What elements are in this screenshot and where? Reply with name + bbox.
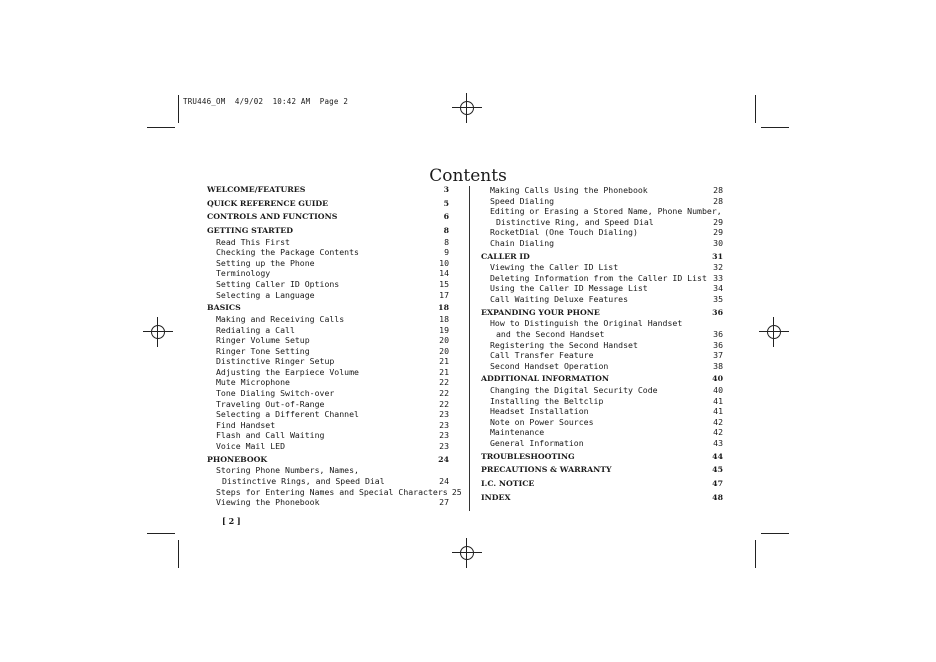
print-slug-line: TRU446_OM 4/9/02 10:42 AM Page 2 (183, 97, 349, 106)
toc-entry (207, 430, 449, 441)
toc-entry-label: Find Handset (216, 419, 276, 430)
toc-entry (481, 427, 723, 438)
toc-entry-page: 42 (713, 416, 723, 427)
toc-entry-label: Ringer Volume Setup (216, 335, 310, 346)
toc-entry-label: Selecting a Language (216, 289, 315, 300)
toc-entry-page: 20 (439, 335, 449, 346)
toc-entry-page: 36 (713, 339, 723, 350)
toc-entry-label: Terminology (216, 268, 271, 279)
toc-entry-page: 5 (443, 198, 449, 208)
toc-entry-page: 28 (713, 195, 723, 206)
toc-entry (481, 361, 723, 372)
toc-entry-label: Call Waiting Deluxe Features (490, 294, 629, 305)
crop-mark (178, 95, 179, 123)
toc-entry-label: Chain Dialing (490, 237, 555, 248)
registration-mark-left (143, 317, 173, 347)
toc-entry-page: 35 (713, 294, 723, 305)
toc-entry-page: 17 (439, 289, 449, 300)
toc-entry-label: Flash and Call Waiting (216, 430, 325, 441)
toc-entry (481, 294, 723, 305)
toc-entry-page: 23 (439, 430, 449, 441)
toc-entry (207, 237, 449, 248)
toc-entry (481, 206, 723, 217)
toc-entry (481, 196, 723, 207)
toc-section-heading (481, 493, 723, 504)
toc-entry-label: Changing the Digital Security Code (490, 384, 658, 395)
toc-entry-page: 24 (439, 475, 449, 486)
toc-entry-label: Setting up the Phone (216, 257, 315, 268)
toc-entry-label: Maintenance (490, 427, 545, 438)
toc-entry-label: Using the Caller ID Message List (490, 283, 648, 294)
toc-section-heading (481, 452, 723, 463)
toc-entry (481, 262, 723, 273)
toc-entry-page: 23 (439, 409, 449, 420)
toc-right-column (481, 185, 723, 503)
toc-entry-page: 25 (451, 486, 462, 497)
toc-entry-page: 29 (713, 227, 723, 238)
toc-entry (481, 350, 723, 361)
toc-entry-label: Tone Dialing Switch-over (216, 388, 335, 399)
toc-entry-label: I.C. NOTICE (481, 479, 535, 488)
toc-entry-page: 34 (713, 283, 723, 294)
toc-section-heading (481, 479, 723, 490)
toc-entry (481, 385, 723, 396)
toc-entry-label: Viewing the Phonebook (216, 497, 320, 508)
toc-entry-page: 24 (438, 454, 449, 464)
page-title: Contents (429, 166, 507, 187)
column-divider (469, 186, 470, 511)
toc-entry-label: BASICS (207, 303, 241, 313)
toc-entry-page: 18 (438, 303, 449, 313)
toc-section-heading (481, 308, 723, 319)
toc-entry-label: GETTING STARTED (207, 226, 293, 236)
toc-entry (481, 217, 723, 228)
toc-entry (207, 258, 449, 269)
toc-entry-label: Installing the Beltclip (490, 395, 604, 406)
toc-entry-page: 36 (712, 307, 723, 317)
toc-entry (207, 441, 449, 452)
toc-entry-label: Storing Phone Numbers, Names, (216, 465, 359, 476)
toc-entry (207, 325, 449, 336)
crop-mark (755, 95, 756, 123)
toc-entry-page: 47 (712, 479, 723, 488)
crop-mark (147, 533, 175, 534)
toc-entry (207, 486, 462, 498)
toc-section-heading (207, 199, 449, 210)
toc-entry-label: and the Second Handset (496, 328, 605, 339)
toc-entry-label: Setting Caller ID Options (216, 279, 340, 290)
crop-mark (755, 540, 756, 568)
toc-entry-label: Call Transfer Feature (490, 350, 594, 361)
toc-entry-page: 41 (713, 395, 723, 406)
toc-entry (207, 290, 449, 301)
toc-entry-page: 3 (443, 185, 449, 194)
toc-entry-label: INDEX (481, 492, 511, 502)
toc-entry (207, 399, 449, 410)
toc-entry-label: Ringer Tone Setting (216, 345, 310, 356)
toc-entry (481, 283, 723, 294)
toc-section-heading (207, 226, 449, 237)
toc-entry-page: 23 (439, 419, 449, 430)
toc-entry-label: CALLER ID (481, 251, 530, 261)
toc-entry-page: 45 (712, 465, 723, 475)
toc-entry (207, 388, 449, 399)
toc-entry-label: Headset Installation (490, 406, 589, 417)
toc-entry-label: Deleting Information from the Caller ID List (490, 272, 707, 283)
toc-entry-page: 15 (439, 279, 449, 290)
toc-entry-label: Making Calls Using the Phonebook (490, 185, 648, 195)
toc-entry (207, 356, 449, 367)
toc-entry-label: QUICK REFERENCE GUIDE (207, 198, 329, 208)
toc-entry (207, 465, 449, 476)
toc-entry (207, 268, 449, 279)
toc-entry (481, 238, 723, 249)
toc-entry-label: Distinctive Ring, and Speed Dial (496, 216, 654, 227)
toc-entry (207, 476, 449, 487)
toc-entry-page: 33 (713, 272, 723, 283)
toc-entry (207, 335, 449, 346)
toc-entry-page: 21 (439, 356, 449, 367)
crop-mark (178, 540, 179, 568)
toc-entry (207, 247, 449, 258)
toc-entry-label: PRECAUTIONS & WARRANTY (481, 465, 612, 475)
toc-entry-page: 8 (444, 236, 449, 247)
toc-entry-page: 14 (439, 268, 449, 279)
toc-entry-label: Traveling Out-of-Range (216, 398, 325, 409)
toc-entry-page: 29 (713, 216, 723, 227)
toc-entry (481, 438, 723, 449)
toc-entry-label: Distinctive Rings, and Speed Dial (222, 475, 385, 486)
toc-entry (481, 340, 723, 351)
toc-entry (207, 377, 449, 388)
toc-entry-page: 32 (713, 262, 723, 273)
toc-entry-page: 40 (713, 384, 723, 395)
toc-section-heading (207, 455, 449, 466)
toc-entry-page: 30 (713, 237, 723, 248)
toc-entry (481, 396, 723, 407)
toc-entry-label: WELCOME/FEATURES (207, 185, 306, 194)
toc-entry-label: ADDITIONAL INFORMATION (481, 374, 610, 384)
toc-entry-label: CONTROLS AND FUNCTIONS (207, 212, 338, 222)
toc-entry-label: General Information (490, 437, 584, 448)
toc-entry-label: Editing or Erasing a Stored Name, Phone Number, (490, 206, 722, 217)
toc-entry (481, 329, 723, 340)
toc-entry-page: 6 (443, 212, 449, 222)
toc-entry-label: Mute Microphone (216, 377, 290, 388)
toc-entry-page: 31 (712, 251, 723, 261)
toc-entry-label: Note on Power Sources (490, 416, 594, 427)
toc-entry-page: 19 (439, 324, 449, 335)
toc-section-heading (481, 374, 723, 385)
toc-entry-page: 21 (439, 366, 449, 377)
toc-entry-label: Distinctive Ringer Setup (216, 356, 335, 367)
page-number: [ 2 ] (222, 516, 241, 526)
toc-entry (481, 417, 723, 428)
toc-entry-label: Viewing the Caller ID List (490, 262, 619, 273)
toc-entry (207, 314, 449, 325)
toc-entry-page: 9 (444, 247, 449, 258)
toc-section-heading (207, 212, 449, 223)
toc-entry (481, 318, 723, 329)
toc-entry-page: 22 (439, 377, 449, 388)
toc-entry-page: 37 (713, 350, 723, 361)
toc-entry-page: 22 (439, 398, 449, 409)
toc-entry-page: 23 (439, 441, 449, 452)
toc-entry (207, 279, 449, 290)
toc-entry-label: Checking the Package Contents (216, 247, 359, 258)
toc-entry-label: PHONEBOOK (207, 454, 268, 464)
toc-left-column (207, 185, 462, 508)
toc-entry-label: Making and Receiving Calls (216, 313, 345, 324)
crop-mark (761, 127, 789, 128)
registration-mark-top (452, 93, 482, 123)
toc-entry-label: Speed Dialing (490, 195, 555, 206)
toc-entry-page: 42 (713, 427, 723, 438)
toc-entry-label: RocketDial (One Touch Dialing) (490, 227, 638, 238)
crop-mark (147, 127, 175, 128)
toc-entry-label: Read This First (216, 236, 290, 247)
toc-entry-label: How to Distinguish the Original Handset (490, 318, 683, 329)
toc-section-heading (481, 465, 723, 476)
toc-entry-page: 28 (713, 185, 723, 195)
toc-entry-page: 41 (713, 406, 723, 417)
toc-entry-page: 43 (713, 437, 723, 448)
toc-entry (207, 367, 449, 378)
registration-mark-bottom (452, 538, 482, 568)
toc-entry-page: 38 (713, 360, 723, 371)
toc-entry-label: Adjusting the Earpiece Volume (216, 366, 359, 377)
registration-mark-right (759, 317, 789, 347)
toc-entry-page: 44 (712, 451, 723, 461)
toc-section-heading (207, 303, 449, 314)
toc-section-heading (481, 252, 723, 263)
toc-entry (481, 185, 723, 196)
toc-section-heading (207, 185, 449, 196)
toc-entry-page: 40 (712, 374, 723, 384)
toc-entry-page: 8 (443, 226, 449, 236)
toc-entry (207, 420, 449, 431)
toc-entry-label: Registering the Second Handset (490, 339, 638, 350)
toc-entry (481, 406, 723, 417)
toc-entry (481, 273, 723, 284)
toc-entry-page: 22 (439, 388, 449, 399)
toc-entry-page: 18 (439, 313, 449, 324)
toc-entry-label: Voice Mail LED (216, 441, 286, 452)
toc-entry-page: 36 (713, 328, 723, 339)
toc-entry-label: Steps for Entering Names and Special Characters (216, 486, 448, 497)
toc-entry (207, 497, 449, 508)
toc-entry-page: 10 (439, 257, 449, 268)
toc-entry (481, 227, 723, 238)
toc-entry-label: EXPANDING YOUR PHONE (481, 307, 600, 317)
toc-entry (207, 346, 449, 357)
toc-entry-page: 48 (712, 492, 723, 502)
toc-entry-page: 27 (439, 497, 449, 508)
toc-entry-label: Redialing a Call (216, 324, 295, 335)
crop-mark (761, 533, 789, 534)
toc-entry-page: 20 (439, 345, 449, 356)
toc-entry-label: TROUBLESHOOTING (481, 451, 575, 461)
toc-entry-label: Selecting a Different Channel (216, 409, 359, 420)
toc-entry-label: Second Handset Operation (490, 360, 609, 371)
toc-entry (207, 409, 449, 420)
